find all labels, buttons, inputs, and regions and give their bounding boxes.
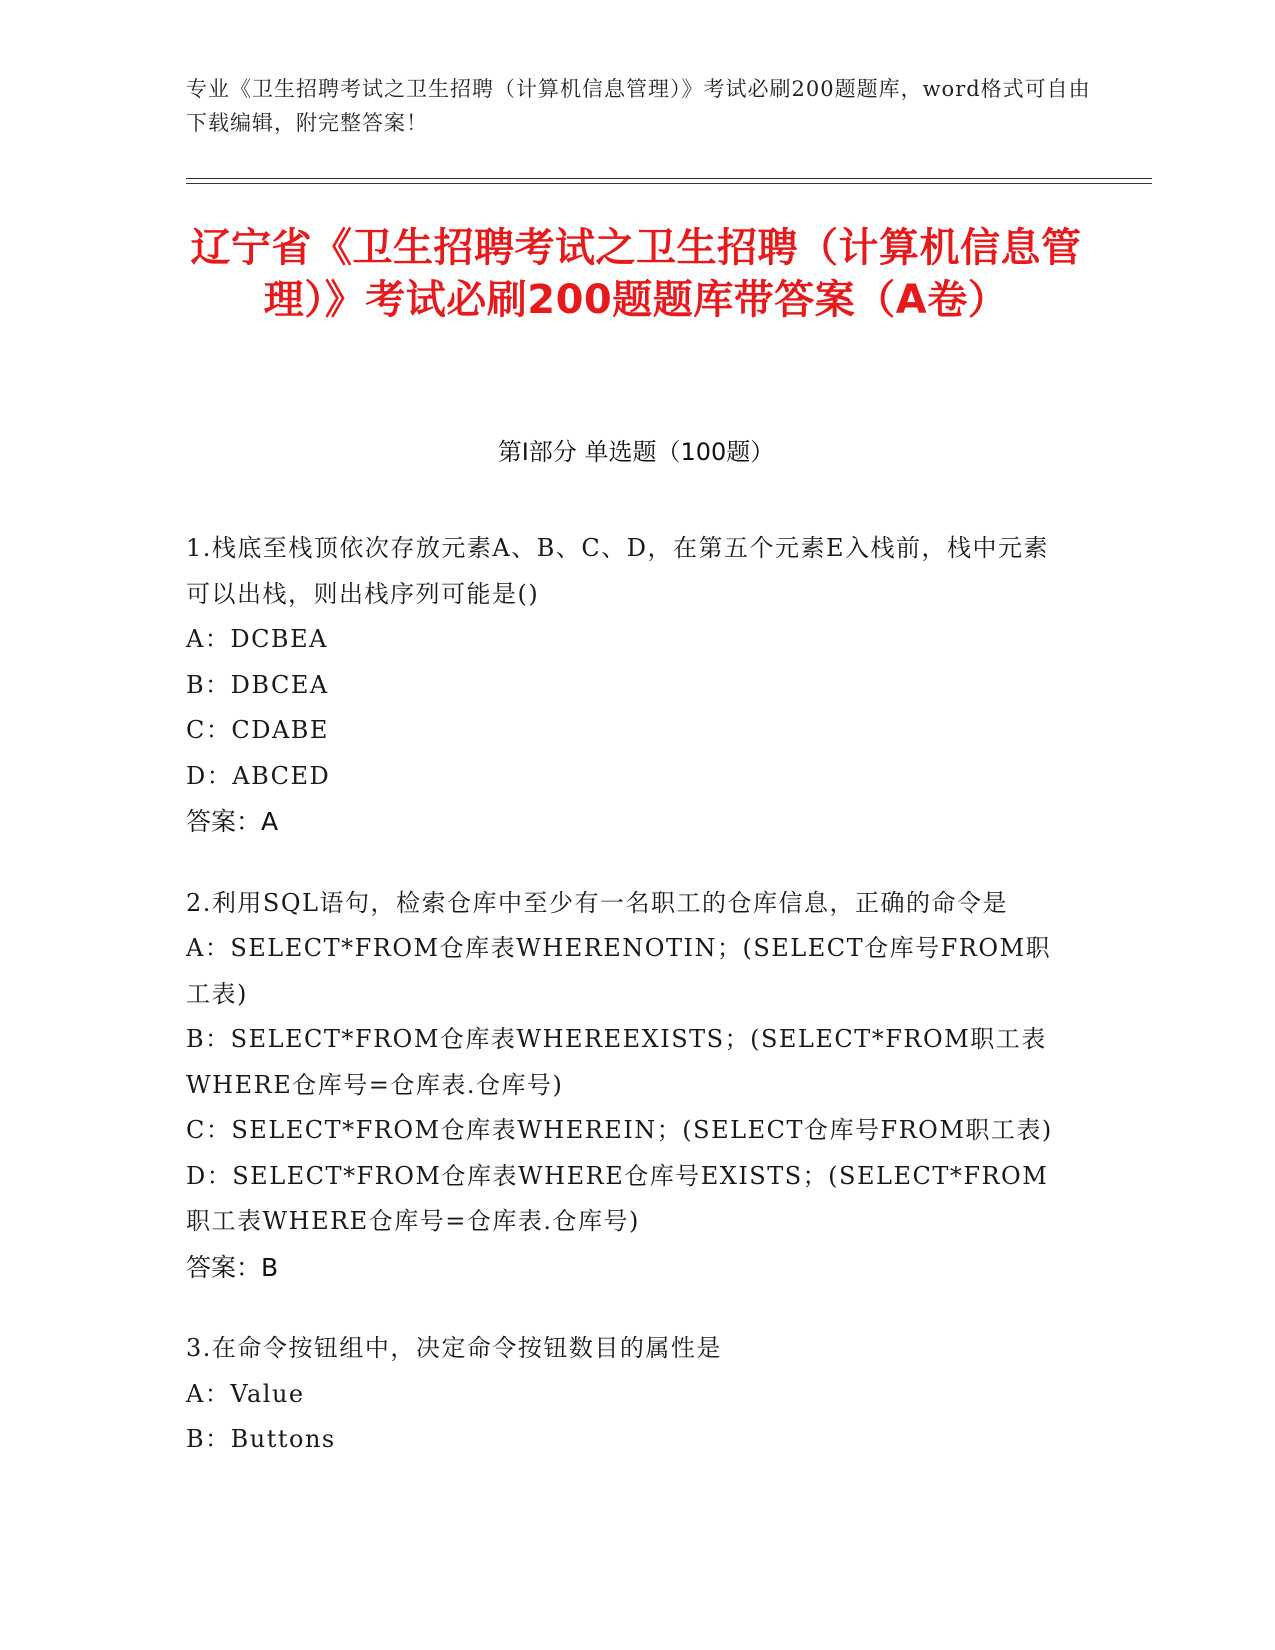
header-divider-top (186, 178, 1152, 179)
header-note: 专业《卫生招聘考试之卫生招聘（计算机信息管理）》考试必刷200题题库，word格式可自由下载编辑，附完整答案！ (186, 77, 1091, 135)
question-2 (186, 881, 1071, 1291)
option-a: A：SELECT*FROM仓库表WHERENOTIN；(SELECT仓库号FROM职工表) (186, 934, 1052, 1008)
answer: 答案：B (186, 1252, 279, 1282)
option-b: B：SELECT*FROM仓库表WHEREEXISTS；(SELECT*FROM职工表WHERE仓库号=仓库表.仓库号) (186, 1025, 1047, 1099)
option-b: B：DBCEA (186, 670, 329, 699)
option-c: C：CDABE (186, 716, 329, 744)
question-3 (186, 1326, 1071, 1463)
document-title: 辽宁省《卫生招聘考试之卫生招聘（计算机信息管理）》考试必刷200题题库带答案（A卷） (190, 225, 1082, 323)
option-b: B：Buttons (186, 1425, 336, 1453)
answer: 答案：A (186, 807, 279, 836)
question-text: 1.栈底至栈顶依次存放元素A、B、C、D，在第五个元素E入栈前，栈中元素可以出栈，则出栈序列可能是() (186, 534, 1049, 608)
question-text: 2.利用SQL语句，检索仓库中至少有一名职工的仓库信息，正确的命令是 (186, 888, 1008, 917)
question-list (186, 526, 1071, 1499)
option-a: A：Value (186, 1379, 305, 1408)
question-1 (186, 526, 1071, 845)
header-divider-bottom (186, 183, 1152, 184)
section-title: 第I部分 单选题（100题） (497, 438, 775, 466)
question-text: 3.在命令按钮组中，决定命令按钮数目的属性是 (186, 1334, 722, 1362)
option-c: C：SELECT*FROM仓库表WHEREIN；(SELECT仓库号FROM职工表) (186, 1116, 1053, 1144)
option-a: A：DCBEA (186, 625, 328, 653)
option-d: D：SELECT*FROM仓库表WHERE仓库号EXISTS；(SELECT*FROM职工表WHERE仓库号=仓库表.仓库号) (186, 1161, 1049, 1235)
option-d: D：ABCED (186, 761, 331, 790)
